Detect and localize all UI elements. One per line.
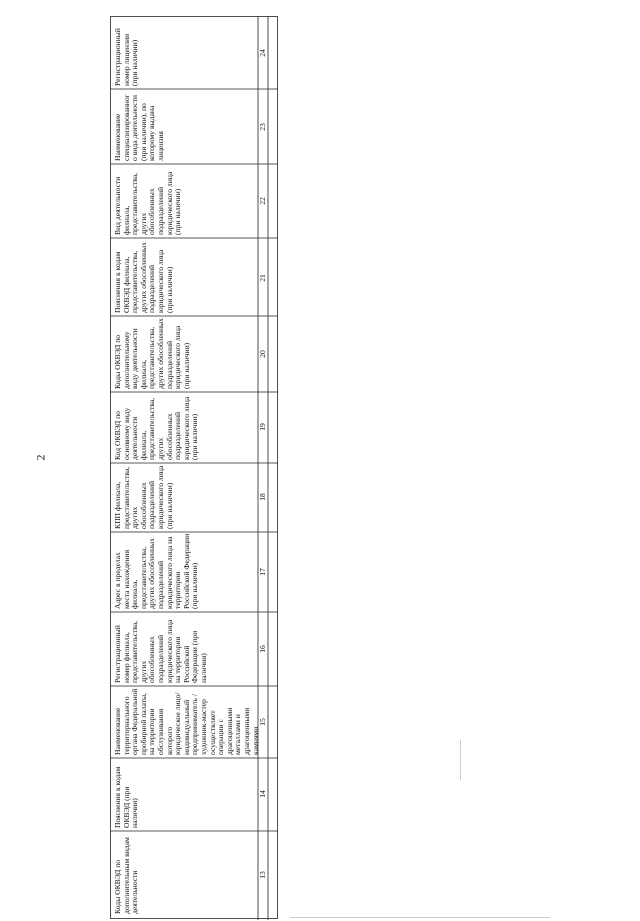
column-number-16: 16 bbox=[258, 645, 267, 653]
column-number-19: 19 bbox=[258, 423, 267, 431]
column-number-17: 17 bbox=[258, 568, 267, 576]
column-number-24: 24 bbox=[258, 49, 267, 57]
column-number-15: 15 bbox=[258, 718, 267, 726]
column-header-24: Регистрационный номер лицензии (при наличии) bbox=[113, 28, 140, 86]
column-number-21: 21 bbox=[258, 274, 267, 282]
column-header-14: Пояснения к кодам ОКВЭД (при наличии) bbox=[113, 766, 140, 828]
column-header-19: Код ОКВЭД по основному виду деятельности филиала, представительства, других обособленных подразделений юридического лица (при наличии) bbox=[113, 396, 200, 460]
scan-artifact-line bbox=[460, 740, 461, 780]
column-number-13: 13 bbox=[258, 871, 267, 879]
registry-table bbox=[110, 16, 278, 920]
column-header-17: Адрес в пределах места нахождения филиала, представительства, других обособленных подразделений юридического лица на территории Российской Федерации (при наличии) bbox=[113, 533, 200, 609]
column-header-13: Коды ОКВЭД по дополнительным видам деятельности bbox=[113, 837, 140, 914]
column-number-22: 22 bbox=[258, 197, 267, 205]
column-number-23: 23 bbox=[258, 123, 267, 131]
column-number-14: 14 bbox=[258, 790, 267, 798]
column-header-20: Коды ОКВЭД по дополнительному виду деятельности филиала, представительства, других обособленных подразделений юридического лица (при наличии) bbox=[113, 318, 191, 389]
column-header-22: Вид деятельности филиала, представительства, других обособленных подразделений юридического лица (при наличии) bbox=[113, 171, 183, 235]
scan-artifact-line bbox=[290, 917, 550, 918]
page-number: 2 bbox=[33, 454, 48, 461]
column-header-23: Наименование специализированного вида деятельности (при наличии), по которому выдана лицензия bbox=[113, 94, 165, 161]
column-header-18: КПП филиала, представительства, других обособленных подразделений юридического лица (при наличии) bbox=[113, 465, 174, 529]
column-number-18: 18 bbox=[258, 493, 267, 501]
column-number-20: 20 bbox=[258, 350, 267, 358]
column-header-16: Регистрационный номер филиала, представительства, других обособленных подразделений юридического лица на территории Российской Федерации (при наличии) bbox=[113, 619, 208, 683]
column-header-21: Пояснения к кодам ОКВЭД филиала, представительства, других обособленных подразделений юридического лица (при наличии) bbox=[113, 242, 174, 313]
column-header-15: Наименование территориального органа Федеральной пробирной палаты, на территории обслуживания которого юридическое лицо/ индивидуальный предприниматель / художник-мастер осуществляет операции с драгоценными металлами и драгоценными камнями bbox=[113, 688, 260, 755]
